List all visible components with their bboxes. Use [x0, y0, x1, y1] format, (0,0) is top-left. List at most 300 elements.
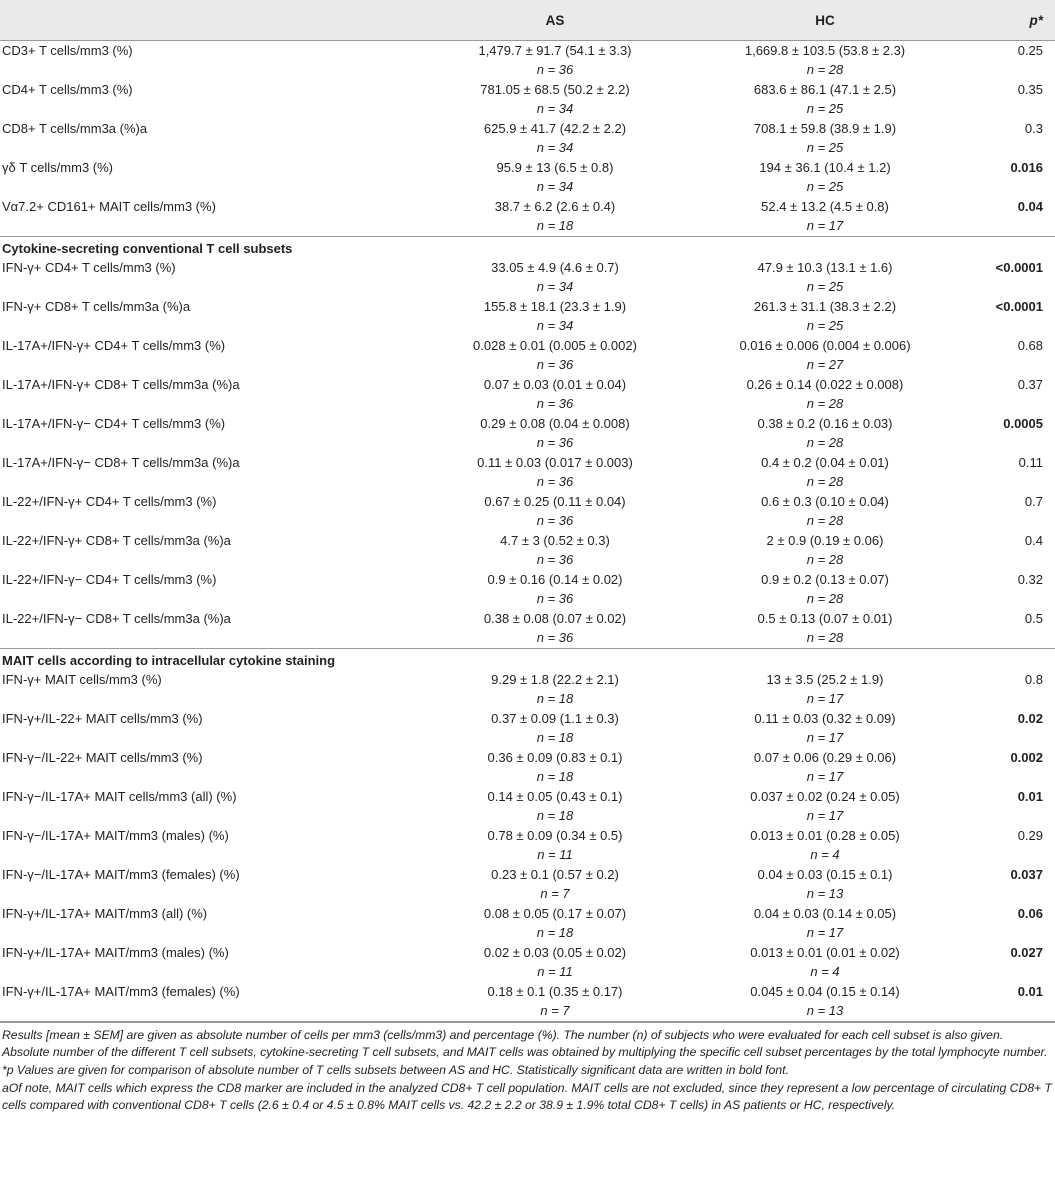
hc-n-value: 28: [828, 474, 844, 489]
as-value: 1,479.7 ± 91.7 (54.1 ± 3.3): [478, 43, 632, 58]
hc-value-cell: [690, 297, 960, 336]
hc-n-value: 17: [828, 730, 844, 745]
as-n-value: 18: [558, 691, 574, 706]
as-value-cell: [420, 748, 690, 787]
as-n-value: 11: [559, 847, 573, 862]
hc-n: [690, 884, 960, 903]
section-title: Cytokine-secreting conventional T cell subsets: [0, 237, 1055, 259]
hc-n: [690, 60, 960, 79]
row-label: IL-17A+/IFN-γ− CD4+ T cells/mm3 (%): [2, 416, 226, 431]
as-n-value: 34: [558, 140, 574, 155]
hc-value-cell: [690, 709, 960, 748]
hc-n: [690, 316, 960, 335]
n-prefix: n =: [536, 630, 559, 645]
as-n: [420, 884, 690, 903]
as-n: [420, 355, 690, 374]
row-label: IFN-γ−/IL-17A+ MAIT/mm3 (males) (%): [2, 828, 229, 843]
hc-n-value: 25: [828, 179, 844, 194]
row-label: IL-17A+/IFN-γ+ CD4+ T cells/mm3 (%): [2, 338, 226, 353]
table-row: [0, 492, 1055, 531]
hc-value: 13 ± 3.5 (25.2 ± 1.9): [766, 672, 884, 687]
row-label: IFN-γ−/IL-17A+ MAIT/mm3 (females) (%): [2, 867, 240, 882]
header-as: AS: [420, 0, 690, 41]
hc-n-value: 28: [828, 591, 844, 606]
p-value: 0.37: [1017, 377, 1043, 392]
hc-n: [690, 767, 960, 786]
table-row: [0, 119, 1055, 158]
hc-n: [690, 355, 960, 374]
as-value: 9.29 ± 1.8 (22.2 ± 2.1): [491, 672, 619, 687]
row-label: CD3+ T cells/mm3 (%): [2, 43, 133, 58]
hc-n: [690, 277, 960, 296]
n-prefix: n =: [806, 730, 829, 745]
p-value: 0.002: [1010, 750, 1043, 765]
table-header-row: [0, 0, 1055, 41]
n-prefix: n =: [536, 140, 559, 155]
as-n: [420, 511, 690, 530]
hc-n-value: 25: [828, 101, 844, 116]
n-prefix: n =: [536, 769, 559, 784]
n-prefix: n =: [806, 140, 829, 155]
hc-value: 0.04 ± 0.03 (0.15 ± 0.1): [757, 867, 893, 882]
p-value: 0.027: [1010, 945, 1043, 960]
as-n: [420, 550, 690, 569]
n-prefix: n =: [537, 964, 560, 979]
n-prefix: n =: [806, 552, 829, 567]
hc-n-value: 27: [828, 357, 844, 372]
p-value: 0.25: [1017, 43, 1043, 58]
as-n: [420, 923, 690, 942]
as-value: 4.7 ± 3 (0.52 ± 0.3): [500, 533, 610, 548]
row-label: CD4+ T cells/mm3 (%): [2, 82, 133, 97]
hc-value-cell: [690, 119, 960, 158]
n-prefix: n =: [806, 62, 829, 77]
as-n-value: 34: [558, 318, 574, 333]
as-n-value: 36: [558, 513, 574, 528]
n-prefix: n =: [806, 435, 829, 450]
as-value: 95.9 ± 13 (6.5 ± 0.8): [496, 160, 614, 175]
as-value-cell: [420, 119, 690, 158]
hc-value: 0.38 ± 0.2 (0.16 ± 0.03): [757, 416, 893, 431]
row-label: IFN-γ+/IL-17A+ MAIT/mm3 (males) (%): [2, 945, 229, 960]
n-prefix: n =: [806, 591, 829, 606]
hc-value-cell: [690, 453, 960, 492]
as-n: [420, 728, 690, 747]
as-value: 0.78 ± 0.09 (0.34 ± 0.5): [487, 828, 623, 843]
as-value-cell: [420, 943, 690, 982]
hc-value: 2 ± 0.9 (0.19 ± 0.06): [766, 533, 884, 548]
as-n-value: 36: [558, 357, 574, 372]
n-prefix: n =: [540, 1003, 563, 1018]
as-value: 0.67 ± 0.25 (0.11 ± 0.04): [484, 494, 626, 509]
p-value: 0.04: [1017, 199, 1043, 214]
n-prefix: n =: [806, 279, 829, 294]
as-value-cell: [420, 336, 690, 375]
hc-n-value: 28: [828, 62, 844, 77]
hc-n: [690, 728, 960, 747]
as-value: 0.29 ± 0.08 (0.04 ± 0.008): [480, 416, 630, 431]
row-label: CD8+ T cells/mm3a (%)a: [2, 121, 148, 136]
n-prefix: n =: [536, 925, 559, 940]
n-prefix: n =: [536, 396, 559, 411]
hc-n-value: 28: [828, 552, 844, 567]
as-n: [420, 60, 690, 79]
as-value: 155.8 ± 18.1 (23.3 ± 1.9): [483, 299, 627, 314]
hc-value-cell: [690, 492, 960, 531]
n-prefix: n =: [536, 474, 559, 489]
hc-n: [690, 216, 960, 235]
as-n-value: 34: [558, 279, 574, 294]
n-prefix: n =: [536, 808, 559, 823]
n-prefix: n =: [806, 318, 829, 333]
n-prefix: n =: [536, 691, 559, 706]
hc-n-value: 28: [828, 435, 844, 450]
hc-n: [690, 177, 960, 196]
table-row: [0, 531, 1055, 570]
row-label: IFN-γ−/IL-22+ MAIT cells/mm3 (%): [2, 750, 203, 765]
hc-n-value: 4: [832, 964, 840, 979]
as-n: [420, 433, 690, 452]
hc-value: 0.9 ± 0.2 (0.13 ± 0.07): [761, 572, 889, 587]
n-prefix: n =: [536, 101, 559, 116]
row-label: γδ T cells/mm3 (%): [2, 160, 114, 175]
hc-n-value: 13: [828, 1003, 844, 1018]
hc-value-cell: [690, 787, 960, 826]
n-prefix: n =: [536, 279, 559, 294]
section-header-row: [0, 237, 1055, 259]
hc-n-value: 28: [828, 396, 844, 411]
n-prefix: n =: [806, 691, 829, 706]
hc-n: [690, 806, 960, 825]
hc-value: 0.4 ± 0.2 (0.04 ± 0.01): [761, 455, 889, 470]
n-prefix: n =: [536, 357, 559, 372]
as-value-cell: [420, 787, 690, 826]
hc-value-cell: [690, 943, 960, 982]
as-value-cell: [420, 531, 690, 570]
hc-value-cell: [690, 158, 960, 197]
hc-value: 0.045 ± 0.04 (0.15 ± 0.14): [750, 984, 900, 999]
as-n-value: 36: [558, 474, 574, 489]
as-n-value: 36: [558, 630, 574, 645]
hc-value-cell: [690, 336, 960, 375]
hc-n: [690, 923, 960, 942]
hc-n: [690, 433, 960, 452]
hc-n-value: 25: [828, 279, 844, 294]
table-row: [0, 258, 1055, 297]
as-value: 781.05 ± 68.5 (50.2 ± 2.2): [480, 82, 630, 97]
as-value-cell: [420, 375, 690, 414]
as-value-cell: [420, 709, 690, 748]
as-n-value: 36: [558, 62, 574, 77]
as-value: 0.23 ± 0.1 (0.57 ± 0.2): [491, 867, 619, 882]
as-n-value: 34: [558, 179, 574, 194]
p-value: 0.06: [1017, 906, 1043, 921]
n-prefix: n =: [536, 218, 559, 233]
as-n-value: 18: [558, 808, 574, 823]
n-prefix: n =: [806, 513, 829, 528]
as-n-value: 36: [558, 591, 574, 606]
p-value: 0.01: [960, 982, 1055, 1022]
header-label: [0, 0, 420, 41]
p-value: 0.8: [1024, 672, 1043, 687]
hc-n: [690, 99, 960, 118]
table-row: [0, 375, 1055, 414]
n-prefix: n =: [806, 179, 829, 194]
hc-value-cell: [690, 41, 960, 81]
hc-value: 0.26 ± 0.14 (0.022 ± 0.008): [746, 377, 904, 392]
p-value: 0.037: [1010, 867, 1043, 882]
n-prefix: n =: [806, 357, 829, 372]
as-value-cell: [420, 197, 690, 237]
section-header-row: [0, 649, 1055, 671]
as-n-value: 36: [558, 396, 574, 411]
hc-n-value: 13: [828, 886, 844, 901]
as-n: [420, 316, 690, 335]
hc-value: 261.3 ± 31.1 (38.3 ± 2.2): [753, 299, 897, 314]
as-n-value: 11: [559, 964, 573, 979]
hc-value-cell: [690, 375, 960, 414]
n-prefix: n =: [536, 62, 559, 77]
hc-value: 0.013 ± 0.01 (0.01 ± 0.02): [750, 945, 900, 960]
as-value-cell: [420, 297, 690, 336]
hc-value-cell: [690, 865, 960, 904]
hc-value: 0.5 ± 0.13 (0.07 ± 0.01): [757, 611, 893, 626]
table-row: [0, 336, 1055, 375]
hc-value: 0.04 ± 0.03 (0.14 ± 0.05): [753, 906, 897, 921]
row-label: IFN-γ+ CD8+ T cells/mm3a (%)a: [2, 299, 191, 314]
n-prefix: n =: [536, 591, 559, 606]
n-prefix: n =: [806, 886, 829, 901]
as-value-cell: [420, 826, 690, 865]
hc-value-cell: [690, 609, 960, 649]
n-prefix: n =: [806, 101, 829, 116]
table-row: [0, 197, 1055, 237]
as-value: 0.36 ± 0.09 (0.83 ± 0.1): [487, 750, 623, 765]
p-value: 0.32: [1017, 572, 1043, 587]
n-prefix: n =: [536, 179, 559, 194]
hc-n-value: 17: [828, 691, 844, 706]
hc-n-value: 28: [828, 513, 844, 528]
hc-value: 0.6 ± 0.3 (0.10 ± 0.04): [761, 494, 889, 509]
table-row: [0, 297, 1055, 336]
n-prefix: n =: [536, 730, 559, 745]
hc-value: 47.9 ± 10.3 (13.1 ± 1.6): [757, 260, 893, 275]
hc-n-value: 28: [828, 630, 844, 645]
p-value: 0.35: [1017, 82, 1043, 97]
n-prefix: n =: [536, 552, 559, 567]
as-value-cell: [420, 865, 690, 904]
p-value: 0.7: [1024, 494, 1043, 509]
as-value-cell: [420, 158, 690, 197]
as-value: 33.05 ± 4.9 (4.6 ± 0.7): [491, 260, 619, 275]
hc-value: 683.6 ± 86.1 (47.1 ± 2.5): [753, 82, 897, 97]
table-row: [0, 904, 1055, 943]
table-row: [0, 80, 1055, 119]
n-prefix: n =: [806, 396, 829, 411]
row-label: IFN-γ−/IL-17A+ MAIT cells/mm3 (all) (%): [2, 789, 237, 804]
hc-value: 52.4 ± 13.2 (4.5 ± 0.8): [761, 199, 889, 214]
hc-value: 0.07 ± 0.06 (0.29 ± 0.06): [753, 750, 897, 765]
n-prefix: n =: [537, 847, 560, 862]
footnote-p-values: *p Values are given for comparison of absolute number of T cells subsets between AS and HC. Statistically significant data are written in bold font.: [2, 1063, 789, 1077]
table-row: [0, 865, 1055, 904]
header-p: p*: [960, 0, 1055, 41]
as-n-value: 36: [558, 552, 574, 567]
row-label: Vα7.2+ CD161+ MAIT cells/mm3 (%): [2, 199, 216, 214]
hc-n: [690, 138, 960, 157]
as-value-cell: [420, 453, 690, 492]
as-n: [420, 767, 690, 786]
as-n-value: 7: [562, 886, 570, 901]
as-n: [420, 138, 690, 157]
n-prefix: n =: [806, 925, 829, 940]
as-n: [420, 845, 690, 864]
as-value: 0.07 ± 0.03 (0.01 ± 0.04): [483, 377, 627, 392]
table-body: [0, 41, 1055, 1022]
hc-n-value: 17: [828, 808, 844, 823]
table-row: [0, 943, 1055, 982]
n-prefix: n =: [806, 1003, 829, 1018]
p-value: <0.0001: [995, 260, 1043, 275]
as-value: 0.02 ± 0.03 (0.05 ± 0.02): [483, 945, 627, 960]
hc-n-value: 17: [828, 925, 844, 940]
hc-n-value: 25: [828, 140, 844, 155]
as-n-value: 18: [558, 925, 574, 940]
n-prefix: n =: [536, 435, 559, 450]
hc-n: [690, 1001, 960, 1020]
table-row: [0, 709, 1055, 748]
as-n-value: 18: [558, 769, 574, 784]
hc-value: 1,669.8 ± 103.5 (53.8 ± 2.3): [744, 43, 906, 58]
hc-value-cell: [690, 826, 960, 865]
row-label: IFN-γ+/IL-17A+ MAIT/mm3 (females) (%): [0, 982, 420, 1022]
hc-n-value: 25: [828, 318, 844, 333]
row-label: IL-22+/IFN-γ+ CD4+ T cells/mm3 (%): [2, 494, 217, 509]
hc-value: 0.016 ± 0.006 (0.004 ± 0.006): [739, 338, 911, 353]
as-n-value: 18: [558, 730, 574, 745]
hc-value-cell: [690, 982, 960, 1022]
hc-value-cell: [690, 748, 960, 787]
as-n: [420, 589, 690, 608]
as-value: 0.38 ± 0.08 (0.07 ± 0.02): [483, 611, 627, 626]
as-value: 0.9 ± 0.16 (0.14 ± 0.02): [487, 572, 623, 587]
p-value: 0.29: [1017, 828, 1043, 843]
hc-value-cell: [690, 531, 960, 570]
row-label: IL-22+/IFN-γ+ CD8+ T cells/mm3a (%)a: [2, 533, 231, 548]
table-row: [0, 748, 1055, 787]
hc-n: [690, 689, 960, 708]
as-n: [420, 472, 690, 491]
footnote-mait: aOf note, MAIT cells which express the CD8 marker are included in the analyzed CD8+ T cell population. MAIT cells are not excluded, since they represent a low percentage of circulating CD8+ T cells compared with conventional CD8+ T cells (2.6 ± 0.4 or 4.5 ± 0.8% MAIT cells vs. 42.2 ± 2.2 or 38.9 ± 1.9% total CD8+ T cells) in AS patients or HC, respectively.: [2, 1081, 1052, 1112]
as-value-cell: [420, 80, 690, 119]
as-value-cell: [420, 258, 690, 297]
as-value: 38.7 ± 6.2 (2.6 ± 0.4): [494, 199, 616, 214]
table-footnotes: [0, 1022, 1055, 1114]
table-row: [0, 453, 1055, 492]
as-n: [420, 689, 690, 708]
as-n: [420, 216, 690, 235]
p-value: 0.016: [1010, 160, 1043, 175]
section-title: MAIT cells according to intracellular cytokine staining: [0, 649, 1055, 671]
p-value: <0.0001: [995, 299, 1043, 314]
row-label: IL-17A+/IFN-γ− CD8+ T cells/mm3a (%)a: [2, 455, 240, 470]
n-prefix: n =: [810, 964, 833, 979]
hc-value-cell: [690, 904, 960, 943]
as-value: 0.08 ± 0.05 (0.17 ± 0.07): [483, 906, 627, 921]
hc-value-cell: [690, 570, 960, 609]
hc-value: 194 ± 36.1 (10.4 ± 1.2): [759, 160, 891, 175]
hc-n: [690, 628, 960, 647]
hc-n: [690, 394, 960, 413]
table-row: [0, 570, 1055, 609]
hc-value-cell: [690, 80, 960, 119]
hc-n: [690, 472, 960, 491]
header-hc: HC: [690, 0, 960, 41]
n-prefix: n =: [536, 318, 559, 333]
n-prefix: n =: [536, 513, 559, 528]
as-n-value: 7: [562, 1003, 570, 1018]
hc-n: [690, 511, 960, 530]
as-value: 0.14 ± 0.05 (0.43 ± 0.1): [487, 789, 623, 804]
as-value-cell: [420, 414, 690, 453]
row-label: IFN-γ+/IL-22+ MAIT cells/mm3 (%): [2, 711, 203, 726]
as-value-cell: [420, 982, 690, 1022]
as-n: [420, 628, 690, 647]
row-label: IFN-γ+/IL-17A+ MAIT/mm3 (all) (%): [2, 906, 208, 921]
as-value: 0.18 ± 0.1 (0.35 ± 0.17): [487, 984, 623, 999]
hc-value-cell: [690, 414, 960, 453]
footnote-results: Results [mean ± SEM] are given as absolute number of cells per mm3 (cells/mm3) and percentage (%). The number (n) of subjects who were evaluated for each cell subset is also given. Absolute number of the different T cell subsets, cytokine-secreting T cell subsets, and MAIT cells was obtained by multiplying the specific cell subset percentages by the total lymphocyte number.: [2, 1028, 1048, 1059]
row-label: IL-17A+/IFN-γ+ CD8+ T cells/mm3a (%)a: [2, 377, 240, 392]
hc-value-cell: [690, 197, 960, 237]
hc-n: [690, 550, 960, 569]
table-row: [0, 414, 1055, 453]
as-n-value: 18: [558, 218, 574, 233]
table-row: [0, 158, 1055, 197]
hc-value-cell: [690, 258, 960, 297]
n-prefix: n =: [806, 630, 829, 645]
hc-value: 708.1 ± 59.8 (38.9 ± 1.9): [753, 121, 897, 136]
p-value: 0.01: [1017, 789, 1043, 804]
as-n: [420, 99, 690, 118]
n-prefix: n =: [806, 808, 829, 823]
as-value-cell: [420, 904, 690, 943]
table-row: [0, 982, 1055, 1022]
as-n: [420, 1001, 690, 1020]
as-value-cell: [420, 670, 690, 709]
table-row: [0, 41, 1055, 81]
table-row: [0, 787, 1055, 826]
as-value-cell: [420, 41, 690, 81]
as-n-value: 36: [558, 435, 574, 450]
as-n: [420, 277, 690, 296]
row-label: IL-22+/IFN-γ− CD4+ T cells/mm3 (%): [2, 572, 217, 587]
hc-value: 0.11 ± 0.03 (0.32 ± 0.09): [754, 711, 896, 726]
hc-n-value: 4: [832, 847, 840, 862]
as-n: [420, 177, 690, 196]
as-value-cell: [420, 570, 690, 609]
row-label: IFN-γ+ CD4+ T cells/mm3 (%): [2, 260, 176, 275]
n-prefix: n =: [806, 769, 829, 784]
p-value: 0.3: [1024, 121, 1043, 136]
p-value: 0.11: [1018, 455, 1043, 470]
hc-value-cell: [690, 670, 960, 709]
as-n-value: 34: [558, 101, 574, 116]
n-prefix: n =: [810, 847, 833, 862]
hc-n: [690, 589, 960, 608]
table-row: [0, 609, 1055, 649]
hc-value: 0.037 ± 0.02 (0.24 ± 0.05): [750, 789, 900, 804]
